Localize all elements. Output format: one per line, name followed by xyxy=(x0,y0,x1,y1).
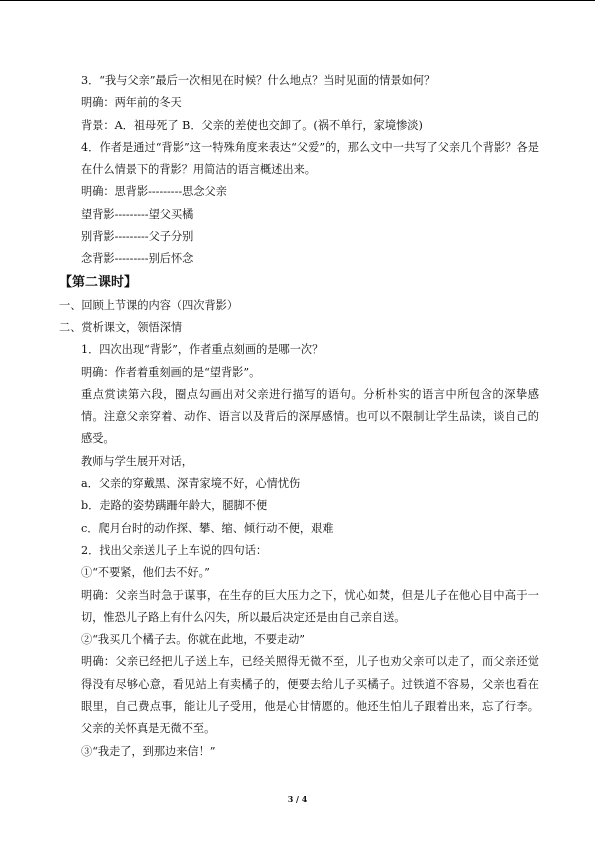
point-a: a．父亲的穿戴黑、深青家境不好，心情忧伤 xyxy=(81,477,301,491)
answer-quote-2: 明确：父亲已经把儿子送上车，已经关照得无微不至，儿子也劝父亲可以走了，而父亲还觉得没有尽够心意，看见站上有卖橘子的，便要去给儿子买橘子。过铁道不容易，父亲也看在眼里，自己费点事，能让儿子受用，他是心甘情愿的。他还生怕儿子跟着出来，忘了行李。父亲的关怀真是无微不至。 xyxy=(81,655,539,736)
quote-3: ③“我走了，到那边来信！” xyxy=(81,744,216,758)
answer-1: 明确：作者着重刻画的是“望背影”。 xyxy=(81,365,261,379)
page-number: 3 / 4 xyxy=(287,794,308,804)
back-view-3: 别背影---------父子分别 xyxy=(81,230,194,244)
section-title: 【第二课时】 xyxy=(59,274,138,290)
answer-3-time: 明确：两年前的冬天 xyxy=(81,96,182,110)
answer-quote-1: 明确：父亲当时急于谋事，在生存的巨大压力之下，忧心如焚，但是儿子在他心目中高于一切，惟恐儿子路上有什么闪失，所以最后决定还是由自己亲自送。 xyxy=(81,588,539,624)
answer-3-background: 背景：A．祖母死了 B．父亲的差使也交卸了。(祸不单行，家境惨淡) xyxy=(81,118,423,132)
question-4: 4．作者是通过“背影”这一特殊角度来表达“父爱”的，那么文中一共写了父亲几个背影？各是在什么情景下的背影？用简洁的语言概述出来。 xyxy=(81,140,539,177)
back-view-1: 明确：思背影---------思念父亲 xyxy=(81,185,227,199)
quote-2: ②“我买几个橘子去。你就在此地，不要走动” xyxy=(81,633,306,647)
page-content xyxy=(59,70,539,763)
question-3: 3．“我与父亲”最后一次相见在时候？什么地点？当时见面的情景如何？ xyxy=(81,74,436,87)
back-view-2: 望背影---------望父买橘 xyxy=(81,207,194,221)
step-appreciate: 二、赏析课文，领悟深情 xyxy=(59,320,183,334)
point-c: c．爬月台时的动作探、攀、缩、倾行动不便，艰难 xyxy=(81,521,334,535)
question-1: 1．四次出现“背影”，作者重点刻画的是哪一次？ xyxy=(81,343,324,357)
back-view-4: 念背影---------别后怀念 xyxy=(81,252,194,266)
point-b: b．走路的姿势蹒跚年龄大，腿脚不便 xyxy=(81,499,268,513)
header-rule xyxy=(0,0,595,1)
step-review: 一、回顾上节课的内容（四次背影） xyxy=(59,298,239,312)
quote-1: ①“不要紧，他们去不好。” xyxy=(81,566,210,580)
dialogue-intro: 教师与学生展开对话， xyxy=(81,454,193,468)
question-2: 2．找出父亲送儿子上车说的四句话： xyxy=(81,543,268,557)
focus-paragraph: 重点赏读第六段，圈点勾画出对父亲进行描写的语句。分析朴实的语言中所包含的深挚感情。注意父亲穿着、动作、语言以及背后的深厚感情。也可以不限制让学生品读，谈自己的感受。 xyxy=(81,387,539,446)
